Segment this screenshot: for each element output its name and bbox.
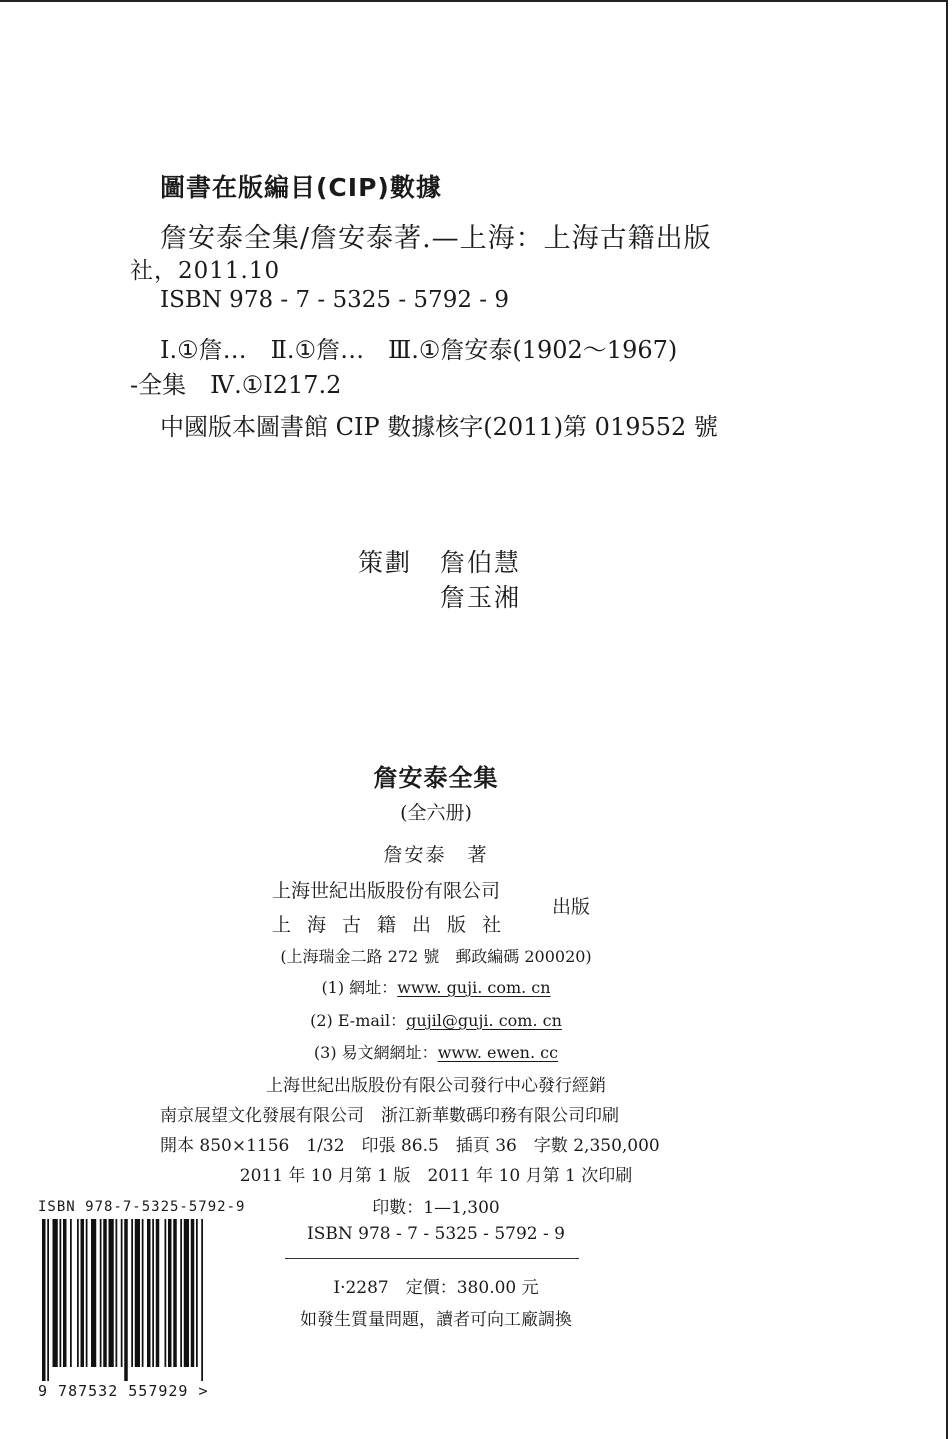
barcode-bar — [91, 1219, 96, 1367]
barcode-bar — [124, 1219, 128, 1381]
format-line: 開本 850×1156 1/32 印張 86.5 插頁 36 字數 2,350,000 — [160, 1136, 660, 1156]
print-run-line: 印數：1—1,300 — [372, 1198, 500, 1218]
planning-label: 策劃 — [358, 548, 413, 577]
barcode-bar — [103, 1219, 107, 1367]
isbn-line: ISBN 978 - 7 - 5325 - 5792 - 9 — [307, 1224, 565, 1244]
barcode-bar — [81, 1219, 85, 1367]
barcode-bar — [165, 1219, 167, 1367]
cip-line-isbn: ISBN 978 - 7 - 5325 - 5792 - 9 — [160, 287, 509, 313]
cip-line-title: 詹安泰全集/詹安泰著.—上海：上海古籍出版 — [160, 223, 712, 254]
distributor-line: 上海世紀出版股份有限公司發行中心發行經銷 — [266, 1076, 606, 1096]
barcode-bar — [135, 1219, 140, 1367]
barcode-bar — [173, 1219, 177, 1367]
barcode-bar — [116, 1219, 118, 1367]
barcode-bar — [86, 1219, 88, 1367]
barcode-bar — [180, 1219, 182, 1367]
publisher-address: (上海瑞金二路 272 號 郵政編碼 200020) — [280, 947, 592, 966]
barcode-digits: 9 787532 557929 > — [38, 1382, 209, 1400]
cip-line-classification: Ⅰ.①詹… Ⅱ.①詹… Ⅲ.①詹安泰(1902～1967) — [160, 336, 678, 364]
barcode-bar — [152, 1219, 154, 1367]
ewen-website-link[interactable]: www. ewen. cc — [437, 1043, 559, 1062]
barcode-bar — [70, 1219, 72, 1367]
barcode-icon — [38, 1219, 256, 1381]
quality-notice: 如發生質量問題，讀者可向工廠調換 — [300, 1310, 572, 1330]
cip-line-record-number: 中國版本圖書館 CIP 數據核字(2011)第 019552 號 — [160, 413, 718, 441]
barcode-bar — [77, 1219, 79, 1367]
book-volumes: (全六册) — [400, 802, 472, 824]
edition-line: 2011 年 10 月第 1 版 2011 年 10 月第 1 次印刷 — [239, 1166, 633, 1186]
barcode-bar — [109, 1219, 114, 1367]
website-link[interactable]: www. guji. com. cn — [397, 978, 551, 997]
barcode-bar — [42, 1219, 46, 1381]
website-label: (1) 網址： — [321, 978, 398, 997]
barcode-bar — [201, 1219, 203, 1381]
ewen-website-line — [0, 1040, 872, 1063]
page-border-right — [946, 0, 948, 1439]
barcode-bar — [168, 1219, 172, 1367]
barcode-bar — [60, 1219, 62, 1367]
email-label: (2) E-mail： — [310, 1011, 407, 1030]
barcode-isbn-label: ISBN 978-7-5325-5792-9 — [38, 1199, 246, 1215]
barcode-bar — [142, 1219, 144, 1367]
cip-line-classification-cont: -全集 Ⅳ.①I217.2 — [130, 371, 342, 399]
website-line — [0, 975, 872, 998]
cip-heading: 圖書在版編目(CIP)數據 — [160, 173, 442, 202]
barcode-bar — [121, 1219, 123, 1367]
price-line: I·2287 定價：380.00 元 — [333, 1278, 539, 1298]
barcode-bar — [147, 1219, 151, 1367]
planner-name: 詹伯慧 — [440, 548, 522, 577]
email-line — [0, 1008, 872, 1031]
barcode-bar — [156, 1219, 160, 1367]
planner-name: 詹玉湘 — [440, 583, 522, 612]
publisher-line-2: 上海古籍出版社 — [272, 914, 518, 936]
publisher-suffix: 出版 — [552, 896, 591, 918]
barcode-bar — [53, 1219, 58, 1367]
barcode-bar — [184, 1219, 189, 1367]
publisher-line-1: 上海世紀出版股份有限公司 — [272, 880, 501, 902]
ewen-website-label: (3) 易文網網址： — [313, 1043, 438, 1062]
printer-line: 南京展望文化發展有限公司 浙江新華數碼印務有限公司印刷 — [160, 1106, 619, 1126]
barcode-bar — [191, 1219, 195, 1367]
book-title: 詹安泰全集 — [373, 764, 499, 792]
barcode-bar — [63, 1219, 67, 1367]
cip-line-publisher: 社，2011.10 — [130, 258, 281, 284]
barcode-bar — [47, 1219, 49, 1381]
email-link[interactable]: gujil@guji. com. cn — [406, 1011, 562, 1030]
author-line: 詹安泰 著 — [383, 844, 489, 866]
divider — [285, 1258, 579, 1259]
barcode-bar — [131, 1219, 133, 1367]
page-border-top — [0, 0, 948, 2]
barcode-bar — [196, 1219, 198, 1367]
barcode-bar — [100, 1219, 102, 1367]
